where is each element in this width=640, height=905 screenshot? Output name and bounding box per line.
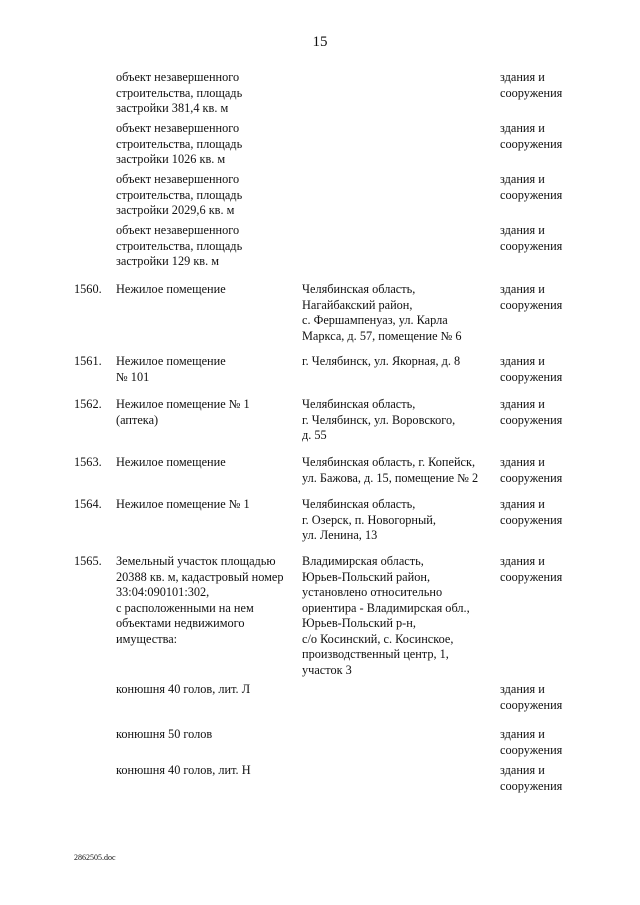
object-name <box>116 455 291 471</box>
object-category <box>500 397 600 428</box>
object-category-line: здания и <box>500 121 545 135</box>
object-category-line: сооружения <box>500 697 563 712</box>
object-address-line: Юрьев-Польский р-н, <box>302 616 416 630</box>
object-address <box>302 497 494 544</box>
footer-filename: 2862505.doc <box>74 853 116 862</box>
object-category-line: сооружения <box>500 187 563 202</box>
object-name <box>116 282 291 298</box>
object-address-line: с. Фершампенуаз, ул. Карла <box>302 313 448 327</box>
object-category <box>500 455 600 486</box>
object-name-line: Нежилое помещение № 1 <box>116 497 250 511</box>
object-category-line: здания и <box>500 682 545 696</box>
object-address-line: с/о Косинский, с. Косинское, <box>302 631 454 646</box>
object-category <box>500 121 600 152</box>
object-name-line: Нежилое помещение <box>116 455 226 469</box>
object-category-line: сооружения <box>500 512 563 527</box>
page-number: 15 <box>312 34 328 50</box>
object-address-line: ул. Ленина, 13 <box>302 528 378 542</box>
object-name-line: застройки 2029,6 кв. м <box>116 203 235 217</box>
object-address-line: Челябинская область, <box>302 282 416 296</box>
object-category-line: сооружения <box>500 369 563 384</box>
object-category-line: сооружения <box>500 136 563 151</box>
object-name-line: имущества: <box>116 631 178 646</box>
object-category-line: здания и <box>500 727 545 741</box>
object-name <box>116 354 291 385</box>
object-address <box>302 554 494 678</box>
object-name-line: строительства, площадь <box>116 85 243 100</box>
object-address-line: Нагайбакский район, <box>302 297 413 312</box>
object-category-line: здания и <box>500 70 545 84</box>
object-address-line: Челябинская область, г. Копейск, <box>302 455 476 469</box>
object-name-line: Нежилое помещение <box>116 282 226 296</box>
object-address-line: Владимирская область, <box>302 554 424 568</box>
object-address <box>302 282 494 344</box>
object-name-line: строительства, площадь <box>116 238 243 253</box>
object-name-line: объект незавершенного <box>116 121 240 135</box>
object-address-line: д. 55 <box>302 428 327 442</box>
object-category <box>500 497 600 528</box>
object-category-line: сооружения <box>500 470 563 485</box>
object-category-line: сооружения <box>500 569 563 584</box>
object-name-line: застройки 381,4 кв. м <box>116 101 229 115</box>
object-address-line: установлено относительно <box>302 585 443 599</box>
object-name <box>116 727 291 743</box>
object-address-line: Маркса, д. 57, помещение № 6 <box>302 328 462 343</box>
object-address <box>302 397 494 444</box>
object-name <box>116 172 291 219</box>
object-address-line: Юрьев-Польский район, <box>302 569 431 584</box>
object-category <box>500 727 600 758</box>
object-name-line: застройки 1026 кв. м <box>116 152 226 166</box>
object-category-line: сооружения <box>500 742 563 757</box>
object-name-line: Нежилое помещение <box>116 354 226 368</box>
object-name-line: 20388 кв. м, кадастровый номер <box>116 569 284 584</box>
object-address-line: производственный центр, 1, <box>302 647 449 661</box>
object-category <box>500 223 600 254</box>
object-category-line: сооружения <box>500 238 563 253</box>
object-name <box>116 397 291 428</box>
object-name-line: Нежилое помещение № 1 <box>116 397 250 411</box>
object-name-line: застройки 129 кв. м <box>116 254 220 268</box>
object-category-line: здания и <box>500 354 545 368</box>
object-name-line: конюшня 40 голов, лит. Н <box>116 763 251 777</box>
object-category-line: здания и <box>500 223 545 237</box>
object-category <box>500 70 600 101</box>
object-category-line: здания и <box>500 282 545 296</box>
object-name-line: № 101 <box>116 369 150 384</box>
object-name-line: объект незавершенного <box>116 172 240 186</box>
object-category-line: здания и <box>500 397 545 411</box>
object-address-line: Челябинская область, <box>302 497 416 511</box>
object-address-line: г. Челябинск, ул. Якорная, д. 8 <box>302 354 461 368</box>
object-name-line: объектами недвижимого <box>116 616 245 630</box>
object-name <box>116 497 291 513</box>
object-address-line: ул. Бажова, д. 15, помещение № 2 <box>302 470 479 485</box>
object-name-line: с расположенными на нем <box>116 600 254 615</box>
object-name-line: конюшня 40 голов, лит. Л <box>116 682 251 696</box>
object-category-line: сооружения <box>500 85 563 100</box>
object-address-line: участок 3 <box>302 662 352 677</box>
object-name <box>116 70 291 117</box>
object-name-line: 33:04:090101:302, <box>116 585 210 599</box>
row-number: 1564. <box>74 497 102 511</box>
object-address-line: ориентира - Владимирская обл., <box>302 600 470 615</box>
object-name <box>116 763 291 779</box>
object-category-line: сооружения <box>500 778 563 793</box>
object-category-line: здания и <box>500 497 545 511</box>
object-category-line: сооружения <box>500 412 563 427</box>
object-category <box>500 682 600 713</box>
object-name-line: строительства, площадь <box>116 187 243 202</box>
object-address-line: г. Озерск, п. Новогорный, <box>302 512 436 527</box>
object-category-line: сооружения <box>500 297 563 312</box>
object-category-line: здания и <box>500 455 545 469</box>
row-number: 1560. <box>74 282 102 296</box>
object-address-line: Челябинская область, <box>302 397 416 411</box>
object-category <box>500 282 600 313</box>
object-name <box>116 223 291 270</box>
object-name <box>116 682 291 698</box>
row-number: 1561. <box>74 354 102 368</box>
object-name-line: (аптека) <box>116 412 159 427</box>
object-category-line: здания и <box>500 763 545 777</box>
object-name <box>116 554 291 647</box>
object-name-line: объект незавершенного <box>116 223 240 237</box>
object-category <box>500 172 600 203</box>
object-name-line: объект незавершенного <box>116 70 240 84</box>
object-category <box>500 554 600 585</box>
object-address <box>302 455 494 486</box>
object-category <box>500 354 600 385</box>
row-number: 1562. <box>74 397 102 411</box>
object-category <box>500 763 600 794</box>
object-name-line: конюшня 50 голов <box>116 727 213 741</box>
row-number: 1563. <box>74 455 102 469</box>
row-number: 1565. <box>74 554 102 568</box>
object-category-line: здания и <box>500 172 545 186</box>
object-name <box>116 121 291 168</box>
object-address <box>302 354 494 370</box>
object-address-line: г. Челябинск, ул. Воровского, <box>302 412 456 427</box>
object-name-line: Земельный участок площадью <box>116 554 276 568</box>
object-category-line: здания и <box>500 554 545 568</box>
object-name-line: строительства, площадь <box>116 136 243 151</box>
